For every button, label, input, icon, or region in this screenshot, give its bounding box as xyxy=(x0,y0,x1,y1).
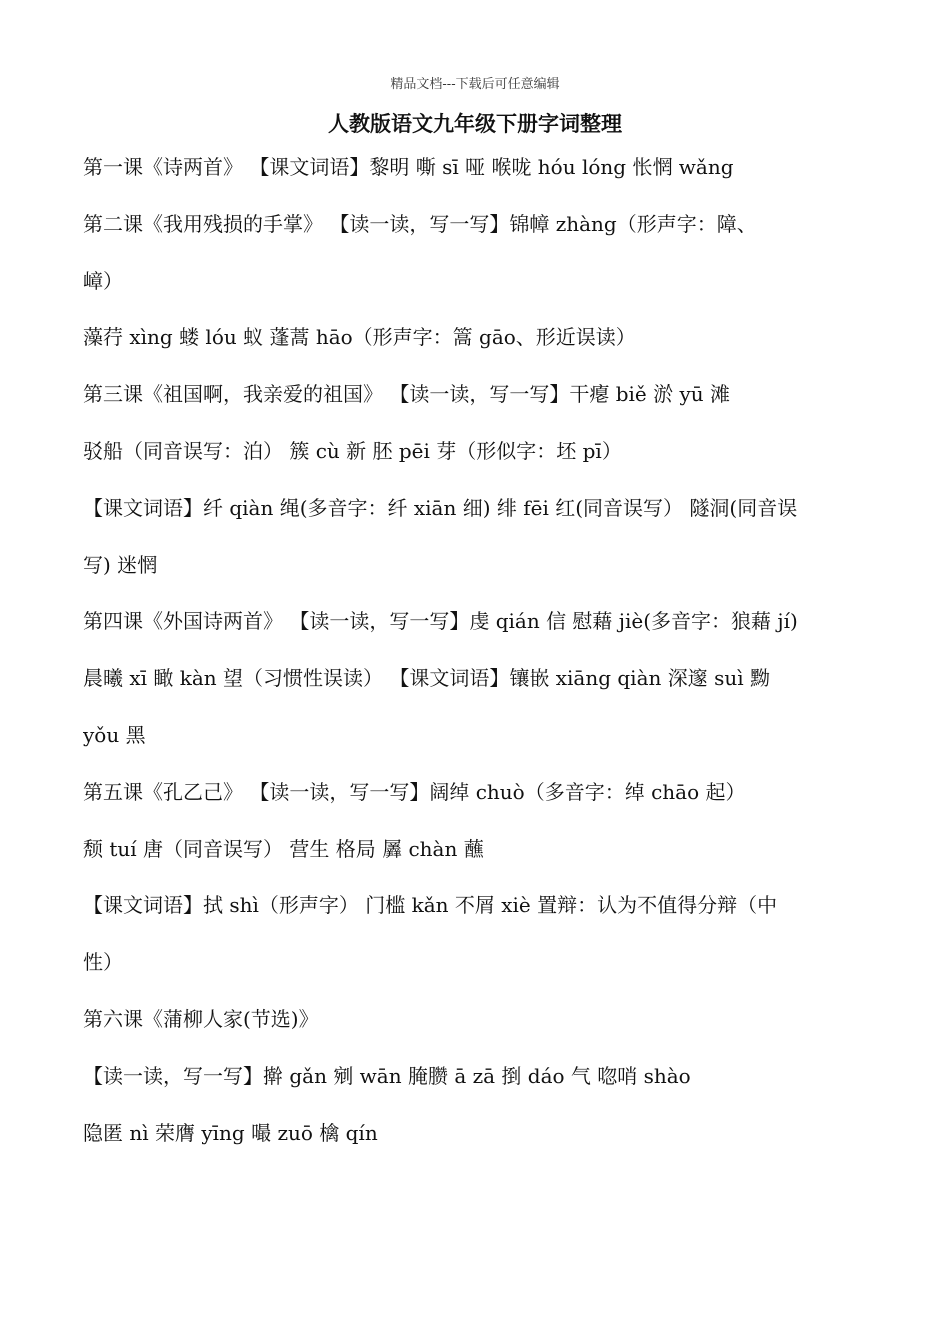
text-line: yǒu 黑 xyxy=(83,722,146,747)
text-line: 第一课《诗两首》 【课文词语】黎明 嘶 sī 哑 喉咙 hóu lóng 怅惘 wǎng xyxy=(83,155,734,179)
body-text xyxy=(83,139,883,1161)
text-line: 写) 迷惘 xyxy=(83,552,158,577)
text-line: 性） xyxy=(83,950,123,975)
text-line: 第六课《蒲柳人家(节选)》 xyxy=(83,1006,319,1031)
text-line: 【读一读，写一写】擀 gǎn 剜 wān 腌臜 ā zā 捯 dáo 气 唿哨 shào xyxy=(83,1063,691,1088)
text-line: 第四课《外国诗两首》 【读一读，写一写】虔 qián 信 慰藉 jiè(多音字：狼藉 jí) xyxy=(83,609,798,634)
text-line: 第三课《祖国啊，我亲爱的祖国》 【读一读，写一写】干瘪 biě 淤 yū 滩 xyxy=(83,382,731,407)
text-line: 【课文词语】纤 qiàn 绳(多音字：纤 xiān 细) 绯 fēi 红(同音误写） 隧洞(同音误 xyxy=(83,495,798,520)
text-line: 颓 tuí 唐（同音误写） 营生 格局 羼 chàn 蘸 xyxy=(83,836,484,861)
text-line: 驳船（同音误写：泊） 簇 cù 新 胚 pēi 芽（形似字：坯 pī） xyxy=(83,438,622,463)
header-note: 精品文档---下载后可任意编辑 xyxy=(390,77,560,92)
text-line: 嶂） xyxy=(83,268,123,293)
text-line: 第五课《孔乙己》 【读一读，写一写】阔绰 chuò（多音字：绰 chāo 起） xyxy=(83,779,746,804)
text-line: 晨曦 xī 瞰 kàn 望（习惯性误读） 【课文词语】镶嵌 xiāng qiàn 深邃 suì 黝 xyxy=(83,666,771,691)
text-line: 隐匿 nì 荣膺 yīng 嘬 zuō 檎 qín xyxy=(83,1120,378,1145)
document-title: 人教版语文九年级下册字词整理 xyxy=(328,111,622,136)
text-line: 【课文词语】拭 shì（形声字） 门槛 kǎn 不屑 xiè 置辩：认为不值得分辩（中 xyxy=(83,893,778,918)
text-line: 第二课《我用残损的手掌》 【读一读，写一写】锦幛 zhàng（形声字：障、 xyxy=(83,211,757,236)
text-line: 藻荇 xìng 蝼 lóu 蚁 蓬蒿 hāo（形声字：篙 gāo、形近误读） xyxy=(83,325,636,350)
